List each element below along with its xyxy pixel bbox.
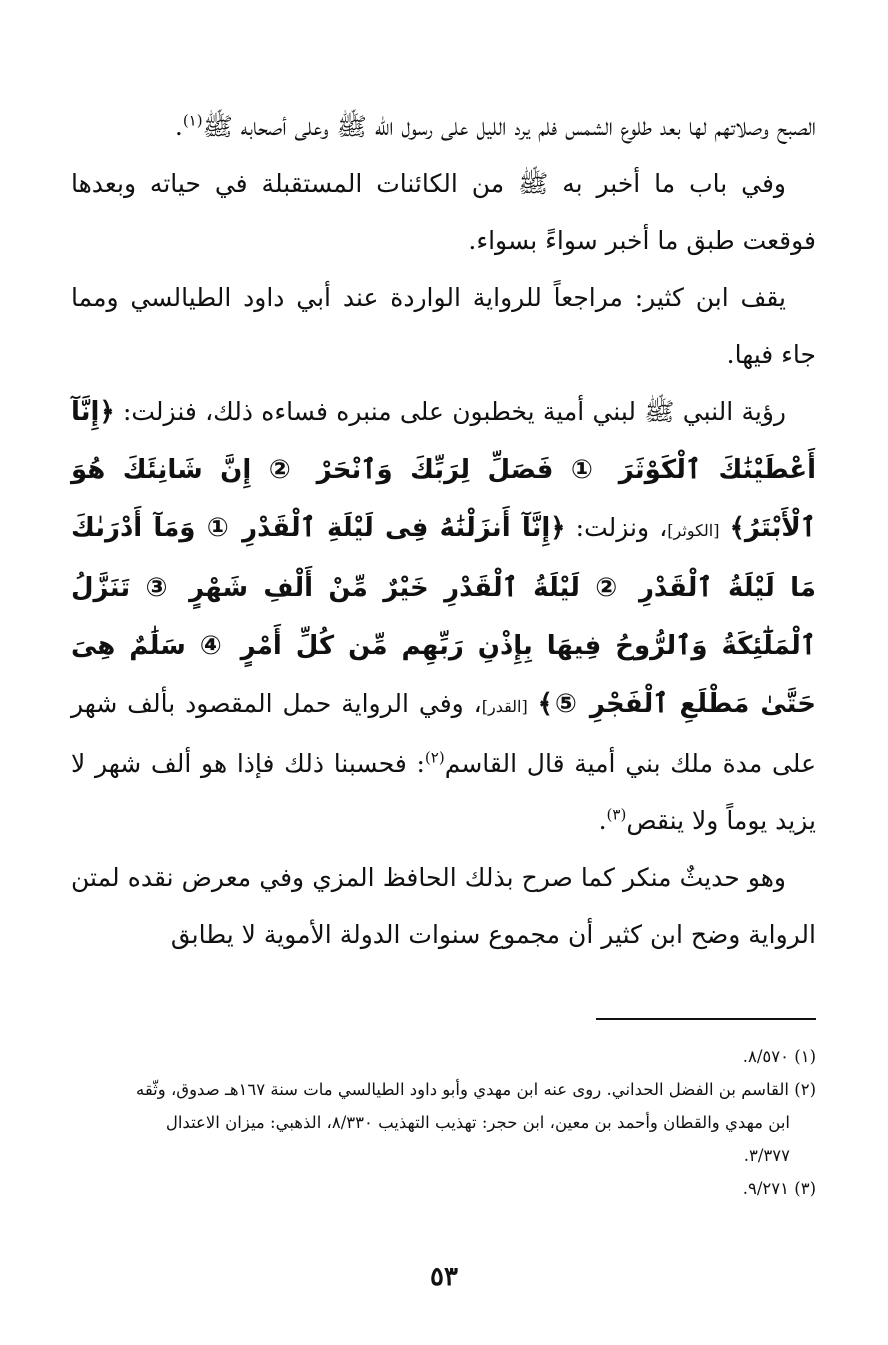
paragraph-1 <box>71 98 816 155</box>
paragraph-1-end: . <box>174 112 183 141</box>
paragraph-4-mid: ، ونزلت: <box>575 513 668 542</box>
footnote-separator <box>596 1018 816 1020</box>
footnote-3: (٣) ٩/٢٧١. <box>742 1179 816 1198</box>
paragraph-3-text: يقف ابن كثير: مراجعاً للرواية الواردة عند أبي داود الطيالسي ومما جاء فيها. <box>71 283 816 369</box>
paragraph-4-intro: رؤية النبي ﷺ لبني أمية يخطبون على منبره فساءه ذلك، فنزلت: <box>122 397 786 426</box>
paragraph-5-text: وهو حديثٌ منكر كما صرح بذلك الحافظ المزي وفي معرض نقده لمتن الرواية وضح ابن كثير أن مجموع سنوات الدولة الأموية لا يطابق <box>71 863 816 949</box>
paragraph-3 <box>71 269 816 383</box>
paragraph-1-text: الصبح وصلاتهم لها بعد طلوع الشمس فلم يرد الليل على رسول الله ﷺ وعلى أصحابه ﷺ <box>202 112 816 141</box>
paragraph-4-rest: ، وفي الرواية حمل المقصود بألف شهر على مدة ملك بني أمية قال القاسم <box>71 689 816 778</box>
surah-ref-qadr: [القدر] <box>481 697 528 716</box>
quran-verse-qadr: ﴿إِنَّآ أَنزَلْنَٰهُ فِى لَيْلَةِ ٱلْقَدْرِ ① وَمَآ أَدْرَىٰكَ مَا لَيْلَةُ ٱلْقَدْرِ ② لَيْلَةُ ٱلْقَدْرِ خَيْرٌ مِّنْ أَلْفِ شَهْرٍ ③ تَنَزَّلُ ٱلْمَلَٰٓئِكَةُ وَٱلرُّوحُ فِيهَا بِإِذْنِ رَبِّهِم مِّن كُلِّ أَمْرٍ ④ سَلَٰمٌ هِىَ حَتَّىٰ مَطْلَعِ ٱلْفَجْرِ ⑤﴾ <box>71 513 816 719</box>
footnote-2-line-1: (٢) القاسم بن الفضل الحداني. روى عنه ابن مهدي وأبو داود الطيالسي مات سنة ١٦٧هـ صدوق، وثّقه <box>135 1080 816 1099</box>
quran-verse-kawthar: ﴿إِنَّآ أَعْطَيْنَٰكَ ٱلْكَوْثَرَ ① فَصَلِّ لِرَبِّكَ وَٱنْحَرْ ② إِنَّ شَانِئَكَ هُوَ ٱلْأَبْتَرُ﴾ <box>71 397 817 543</box>
main-text-block <box>71 98 816 963</box>
footnote-marker-3: (٣) <box>606 805 627 824</box>
page-number: ٥٣ <box>430 1262 458 1292</box>
paragraph-4 <box>71 383 816 849</box>
footnote-marker-1: (١) <box>182 111 203 130</box>
footnote-2-line-2: ابن مهدي والقطان وأحمد بن معين، ابن حجر: تهذيب التهذيب ٨/٣٣٠، الذهبي: ميزان الاعتدال <box>165 1113 790 1132</box>
paragraph-4-end: . <box>598 806 607 835</box>
footnote-marker-2: (٢) <box>424 748 445 767</box>
paragraph-2-text: وفي باب ما أخبر به ﷺ من الكائنات المستقبلة في حياته وبعدها فوقعت طبق ما أخبر سواءً بسواء. <box>71 169 816 255</box>
paragraph-5 <box>71 849 816 963</box>
paragraph-2 <box>71 155 816 269</box>
footnotes-block <box>71 1040 816 1205</box>
footnote-1: (١) ٨/٥٧٠. <box>742 1047 816 1066</box>
footnote-2-line-3: ٣/٣٧٧. <box>743 1146 790 1165</box>
paragraph-4-rest2: : فحسبنا ذلك فإذا هو ألف شهر لا يزيد يوماً ولا ينقص <box>71 749 816 835</box>
surah-ref-kawthar: [الكوثر] <box>667 521 720 540</box>
